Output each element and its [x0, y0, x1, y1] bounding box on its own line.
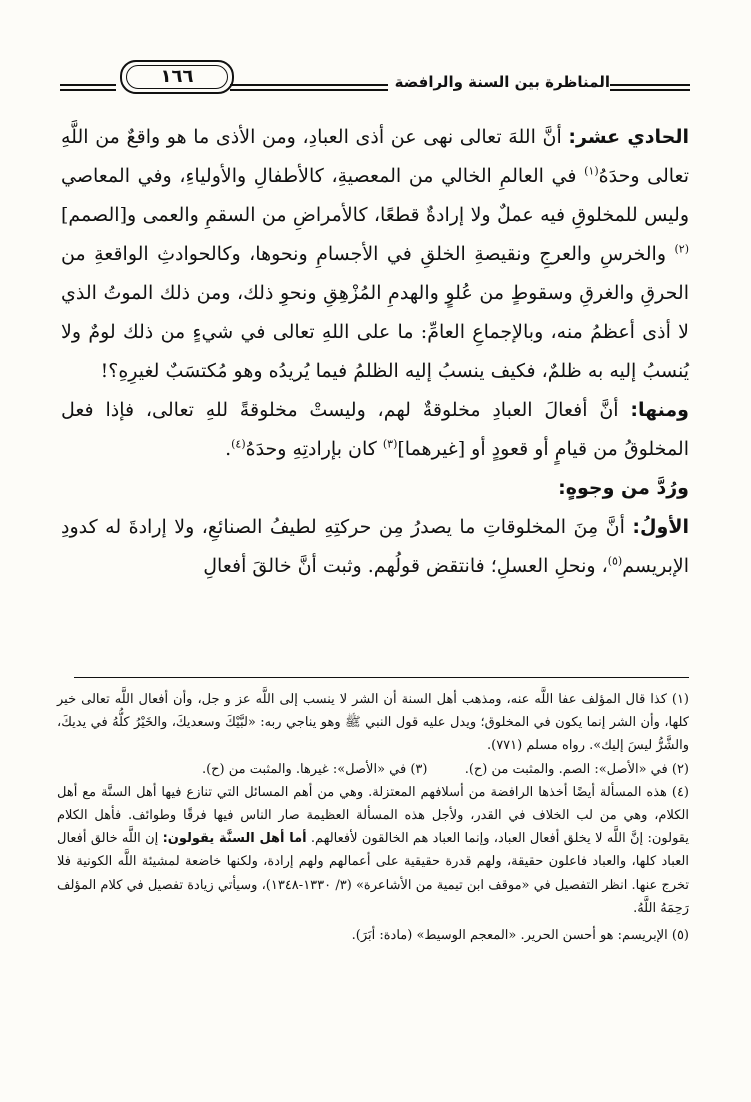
header-rule-left-top — [60, 84, 116, 86]
paragraph-first — [61, 508, 689, 586]
text-run: (٤) هذه المسألة أيضًا أخذها الرافضة من أسلافهم المعتزلة. وهي من أهم المسائل التي تنازع فيها أهل السنَّة مع أهل الكلام، وهي من لب الخلاف في القدر، ولأجل هذه المسألة العظيمة صار الناس فيها فرقًا وطوائف. فأهل الكلام يقولون: إنَّ اللَّه لا يخلق أفعال العباد، وإنما العباد هم الخالقون لأفعالهم. — [57, 784, 689, 847]
header-rule-left-bottom — [60, 89, 116, 91]
page-number: ١٦٦ — [160, 66, 194, 87]
text-run: إن اللَّه خالق أفعال العباد كلها، والعباد فاعلون حقيقة، ولهم قدرة حقيقية على أعمالهم ولهم إرادة، ولكنها خاضعة لمشيئة اللَّه الكونية فلا تخرج عنها. انظر التفصيل في «موقف ابن تيمية من الأشاعرة» (٣/ ١٣٣٠-١٣٤٨)، وسيأتي زيادة تفصيل في كلام المؤلف رَحِمَهُ اللَّهُ. — [57, 831, 690, 916]
text-run: . — [225, 438, 232, 460]
text-run: ، ونحلِ العسلِ؛ فانتقض قولُهم. وثبت أنَّ خالقَ أفعالِ — [203, 555, 608, 577]
paragraph-eleventh — [61, 118, 689, 391]
footnote-1: (١) كذا قال المؤلف عفا اللَّه عنه، ومذهب أهل السنة أن الشر لا ينسب إلى اللَّه عز و جل، وأن أفعال اللَّه تعالى خير كلها، وأن الشر إنما يكون في المخلوق؛ ويدل عليه قول النبي ﷺ وهو يناجي ربه: «لبَّيْكَ وسعديكَ، والخَيْرُ كلُّهُ في يديكَ، والشَّرُّ ليسَ إليك». رواه مسلم (٧٧١). — [57, 692, 689, 754]
text-run: أنَّ اللهَ تعالى نهى عن أذى العبادِ، ومن الأذى ما هو واقعٌ من اللَّهِ تعالى وحدَهُ — [61, 126, 689, 187]
footnote-4 — [57, 781, 689, 920]
header-rule-right-top — [610, 84, 690, 86]
header-rule-right-bottom — [610, 89, 690, 91]
footnote-ref-5[interactable]: (٥) — [607, 554, 623, 568]
page-number-badge — [120, 60, 234, 94]
footnote-separator — [74, 677, 689, 678]
footnote-ref-1[interactable]: (١) — [584, 164, 599, 178]
footnote-ref-4[interactable]: (٤) — [231, 437, 246, 451]
text-run: أنَّ مِنَ المخلوقاتِ ما يصدرُ مِن حركتِهِ لطيفُ الصنائعِ، ولا إرادةَ له كدودِ الإبريسم — [61, 516, 689, 577]
footnote-5: (٥) الإبريسم: هو أحسن الحرير. «المعجم الوسيط» (مادة: أبَرَ). — [351, 928, 689, 944]
footnotes — [57, 688, 689, 947]
header-rule-mid-top — [230, 84, 388, 86]
footnote-2: (٢) في «الأصل»: الصم. والمثبت من (ح). — [464, 761, 689, 777]
paragraph-lead: الأولُ: — [632, 516, 689, 538]
text-run: أنَّ أفعالَ العبادِ مخلوقةٌ لهم، وليستْ مخلوقةً للهِ تعالى، فإذا فعل المخلوقُ من قيامٍ أو قعودٍ أو [غيرهما] — [61, 399, 689, 460]
footnotes-2-3 — [57, 758, 689, 781]
running-title: المناظرة بين السنة والرافضة — [394, 73, 610, 91]
section-heading: ورُدَّ من وجوهٍ: — [558, 477, 689, 499]
paragraph-lead: ومنها: — [630, 399, 689, 421]
footnote-ref-3[interactable]: (٣) — [382, 437, 398, 451]
main-text — [61, 118, 689, 586]
footnote-3: (٣) في «الأصل»: غيرها. والمثبت من (ح). — [201, 761, 428, 777]
text-run: والخرسِ والعرجِ ونقيصةِ الخلقِ في الأجسامِ ونحوها، وكالحوادثِ الواقعةِ من الحرقِ والغرقِ وسقوطٍ من عُلوٍ والهدمِ المُزْهِقِ ونحوِ ذلك، ومن ذلك الموتُ الذي لا أذى أعظمُ منه، وبالإجماعِ العامِّ: ما على اللهِ تعالى في شيءٍ من ذلك لومٌ ولا يُنسبُ إليه به ظلمٌ، فكيف ينسبُ إليه الظلمُ فيما يُريدُه وهو مُكتسَبٌ لغيرِهِ؟! — [61, 243, 689, 382]
bold-run: أما أهل السنَّة يقولون: — [162, 831, 307, 847]
footnote-ref-2[interactable]: (٢) — [674, 242, 689, 256]
header-rule-mid-bottom — [230, 89, 388, 91]
paragraph-lead: الحادي عشر: — [568, 126, 690, 148]
page-header — [60, 56, 690, 100]
text-run: في العالمِ الخالي من المعصيةِ، كالأطفالِ والأولياءِ، وفي المعاصي وليس للمخلوقِ فيه عملٌ ولا إرادةٌ قطعًا، كالأمراضِ من السقمِ والعمى و[الصمم] — [61, 165, 689, 226]
text-run: كان بإرادتِهِ وحدَهُ — [245, 438, 377, 460]
paragraph-minha — [61, 391, 689, 469]
